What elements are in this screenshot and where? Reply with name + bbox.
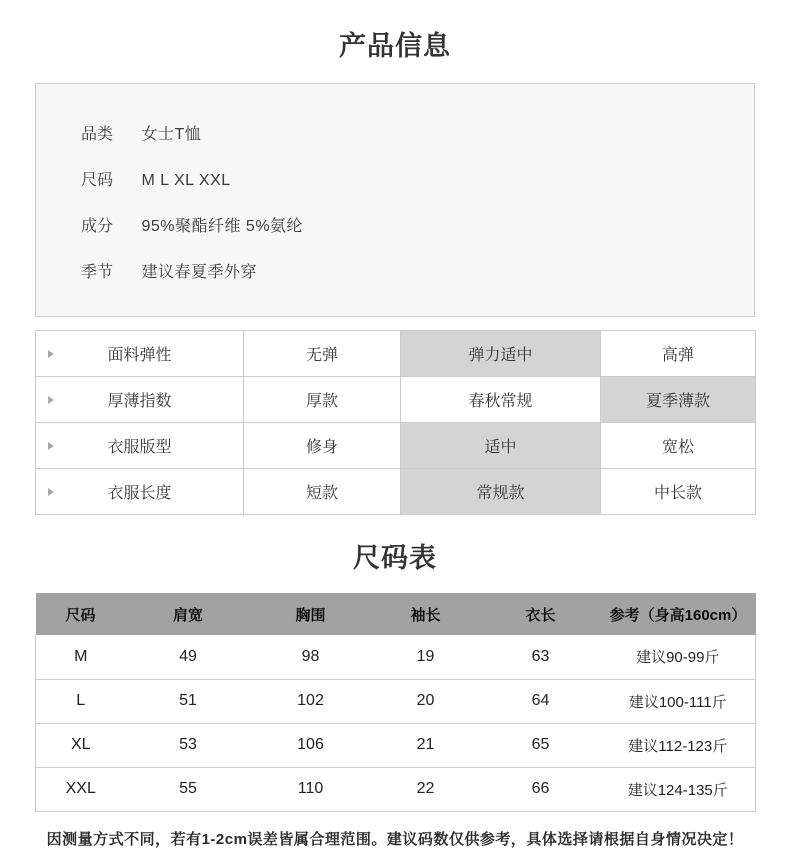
- info-value: 95%聚酯纤维 5%氨纶: [141, 218, 304, 235]
- attr-option: 中长款: [601, 469, 756, 515]
- attr-name: 面料弹性: [107, 347, 172, 364]
- size-table-header-row: [36, 593, 756, 635]
- attr-name: 衣服长度: [107, 485, 172, 502]
- size-cell: 98: [251, 635, 371, 679]
- measurement-disclaimer: 因测量方式不同，若有1-2cm误差皆属合理范围。建议码数仅供参考，具体选择请根据自身情况决定！: [46, 830, 744, 848]
- size-cell: 102: [251, 679, 371, 723]
- info-label: 季节: [81, 264, 114, 281]
- size-cell: 64: [481, 679, 601, 723]
- size-cell: 55: [126, 767, 251, 811]
- attr-name-cell: [36, 423, 244, 469]
- attr-option: 春秋常规: [401, 377, 601, 423]
- info-row-season: [81, 250, 754, 296]
- size-cell: L: [36, 679, 126, 723]
- size-cell: 51: [126, 679, 251, 723]
- attr-option: 常规款: [401, 469, 601, 515]
- size-cell: 建议90-99斤: [601, 635, 756, 679]
- info-label: 成分: [81, 218, 114, 235]
- attr-option: 厚款: [244, 377, 401, 423]
- size-cell: 110: [251, 767, 371, 811]
- size-col-header: 尺码: [36, 593, 126, 635]
- attr-row-fit: [36, 423, 756, 469]
- size-cell: M: [36, 635, 126, 679]
- info-value: M L XL XXL: [141, 172, 231, 189]
- size-cell: XL: [36, 723, 126, 767]
- product-info-box: [35, 83, 755, 317]
- size-cell: 65: [481, 723, 601, 767]
- attr-name: 衣服版型: [107, 439, 172, 456]
- size-table: [35, 593, 756, 812]
- size-col-header: 衣长: [481, 593, 601, 635]
- size-cell: 建议124-135斤: [601, 767, 756, 811]
- size-cell: 53: [126, 723, 251, 767]
- attr-name: 厚薄指数: [107, 393, 172, 410]
- size-cell: 19: [371, 635, 481, 679]
- info-value: 建议春夏季外穿: [141, 264, 257, 281]
- size-col-header: 参考（身高160cm）: [601, 593, 756, 635]
- arrow-right-icon: [48, 396, 54, 404]
- info-label: 尺码: [81, 172, 114, 189]
- size-row-xxl: [36, 767, 756, 811]
- size-cell: 106: [251, 723, 371, 767]
- arrow-right-icon: [48, 350, 54, 358]
- attr-option: 修身: [244, 423, 401, 469]
- size-col-header: 胸围: [251, 593, 371, 635]
- size-col-header: 肩宽: [126, 593, 251, 635]
- attr-row-length: [36, 469, 756, 515]
- info-row-composition: [81, 204, 754, 250]
- page-title: 产品信息: [339, 31, 451, 61]
- attr-name-cell: [36, 331, 244, 377]
- size-cell: 建议112-123斤: [601, 723, 756, 767]
- size-cell: 22: [371, 767, 481, 811]
- attr-row-elasticity: [36, 331, 756, 377]
- attr-option: 短款: [244, 469, 401, 515]
- arrow-right-icon: [48, 442, 54, 450]
- size-chart-title: 尺码表: [353, 543, 437, 573]
- attr-option: 高弹: [601, 331, 756, 377]
- attr-option: 弹力适中: [401, 331, 601, 377]
- size-cell: 63: [481, 635, 601, 679]
- size-cell: 21: [371, 723, 481, 767]
- size-cell: 49: [126, 635, 251, 679]
- attr-option: 夏季薄款: [601, 377, 756, 423]
- size-col-header: 袖长: [371, 593, 481, 635]
- attr-name-cell: [36, 377, 244, 423]
- attr-option: 宽松: [601, 423, 756, 469]
- info-row-size: [81, 158, 754, 204]
- attr-row-thickness: [36, 377, 756, 423]
- size-cell: XXL: [36, 767, 126, 811]
- size-cell: 66: [481, 767, 601, 811]
- size-row-l: [36, 679, 756, 723]
- arrow-right-icon: [48, 488, 54, 496]
- attr-option: 无弹: [244, 331, 401, 377]
- info-row-category: [81, 112, 754, 158]
- attr-name-cell: [36, 469, 244, 515]
- size-row-xl: [36, 723, 756, 767]
- size-row-m: [36, 635, 756, 679]
- size-cell: 20: [371, 679, 481, 723]
- attribute-table: [35, 330, 756, 515]
- info-label: 品类: [81, 126, 114, 143]
- size-cell: 建议100-111斤: [601, 679, 756, 723]
- info-value: 女士T恤: [141, 126, 202, 143]
- attr-option: 适中: [401, 423, 601, 469]
